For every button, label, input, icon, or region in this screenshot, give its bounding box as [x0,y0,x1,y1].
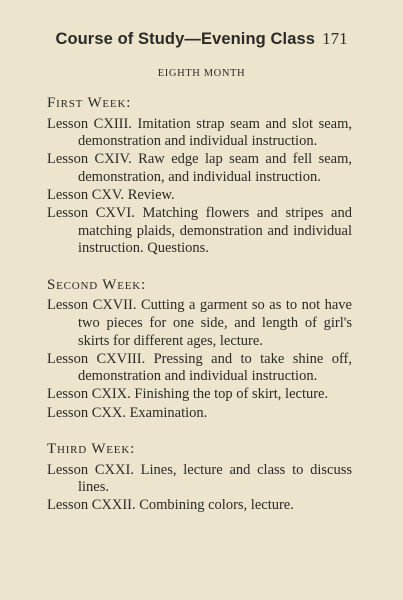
lesson-item: Lesson CXV. Review. [47,186,175,203]
lesson-item: Lesson CXXI. Lines, lecture and class to discuss lines. [47,461,352,496]
lesson-item: Lesson CXIX. Finishing the top of skirt, lecture. [47,386,329,403]
month-heading: EIGHTH MONTH [157,68,246,79]
lesson-item: Lesson CXVIII. Pressing and to take shine off, demonstration and individual instruction. [47,350,352,385]
lesson-item: Lesson CXVII. Cutting a garment so as to not have two pieces for one side, and length of girl's skirts for different ages, lecture. [47,297,352,349]
page-number: 171 [322,29,348,48]
week-heading-first: First Week: [47,95,132,111]
lesson-schedule [47,95,352,515]
running-title: Course of Study—Evening Class [55,30,316,48]
lesson-item: Lesson CXX. Examination. [47,404,208,421]
lesson-item: Lesson CXIII. Imitation strap seam and slot seam, demonstration and individual instruction. [47,115,352,150]
lesson-item: Lesson CXIV. Raw edge lap seam and fell seam, demonstration, and individual instruction. [47,151,352,185]
lesson-item: Lesson CXXII. Combining colors, lecture. [47,497,294,514]
page-header [0,29,403,49]
week-heading-second: Second Week: [47,276,147,293]
week-heading-third: Third Week: [47,441,136,458]
lesson-item: Lesson CXVI. Matching flowers and stripes and matching plaids, demonstration and individual instruction. Questions. [47,205,352,257]
